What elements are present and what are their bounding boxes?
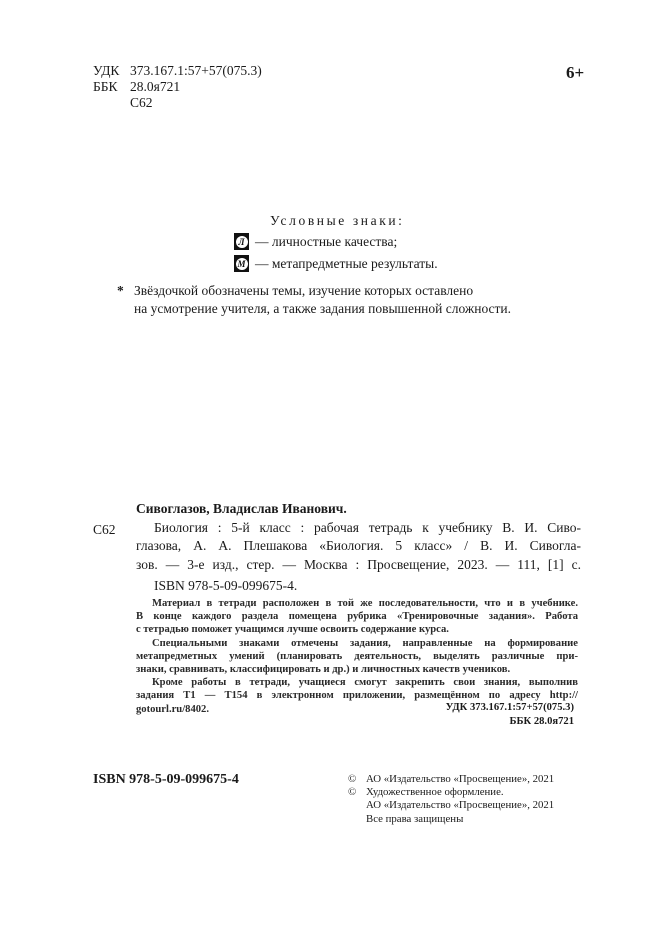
bibliographic-record: Сивоглазов, Владислав Иванович. Биология : 5-й класс : рабочая тетрадь к учебнику В. И. Сиво- глазова, А. А. Плешакова «Биология. 5 класс» / В. И. Сивогла- зов. — 3-е изд., стер. — Москва : Просвещение, 2023. — 111, [1] с. ISBN 978-5-09-099675-4.: [136, 500, 581, 596]
isbn: ISBN 978-5-09-099675-4: [93, 772, 239, 787]
udk-line: УДК 373.167.1:57+57(075.3): [93, 63, 262, 78]
copyright-icon: ©: [348, 773, 357, 785]
copyright-block: © АО «Издательство «Просвещение», 2021 © Художественное оформление. АО «Издательство «Просвещение», 2021 Все права защищены: [348, 773, 555, 825]
age-rating: 6+: [566, 63, 585, 82]
author-mark: С62: [130, 95, 153, 110]
bbk-line: ББК 28.0я721: [93, 79, 181, 94]
isbn-record: ISBN 978-5-09-099675-4.: [154, 578, 298, 593]
copyright-icon: ©: [348, 786, 357, 799]
metasubject-results-icon: М: [234, 255, 249, 272]
legend-item-personal: Л — личностные качества;: [234, 233, 397, 250]
annotation: Материал в тетради расположен в той же последовательности, что и в учебнике. В конце каждого раздела помещена рубрика «Тренировочные задания». Работа с тетрадью поможет учащимся лучше освоить содержание курса. Специальными знаками отмечены задания, направленные на формирование метапредметных умений (планировать деятельность, выделять различные при- знаки, сравнивать, классифицировать и др.) и личностных качеств учеников. Кроме работы в тетради, учащиеся смогут закрепить свои знания, выполнив задания Т1 — Т154 в электронном приложении, размещённом по адресу http:// gotourl.ru/8402.: [136, 598, 578, 715]
annotation-codes: УДК 373.167.1:57+57(075.3) ББК 28.0я721: [445, 702, 574, 727]
asterisk-icon: *: [117, 283, 124, 298]
author-name: Сивоглазов, Владислав Иванович.: [136, 501, 347, 516]
legend-title: Условные знаки:: [270, 213, 405, 228]
legend-item-metasubject: М — метапредметные результаты.: [234, 255, 438, 272]
personal-qualities-icon: Л: [234, 233, 249, 250]
catalog-code: С62: [93, 522, 116, 537]
